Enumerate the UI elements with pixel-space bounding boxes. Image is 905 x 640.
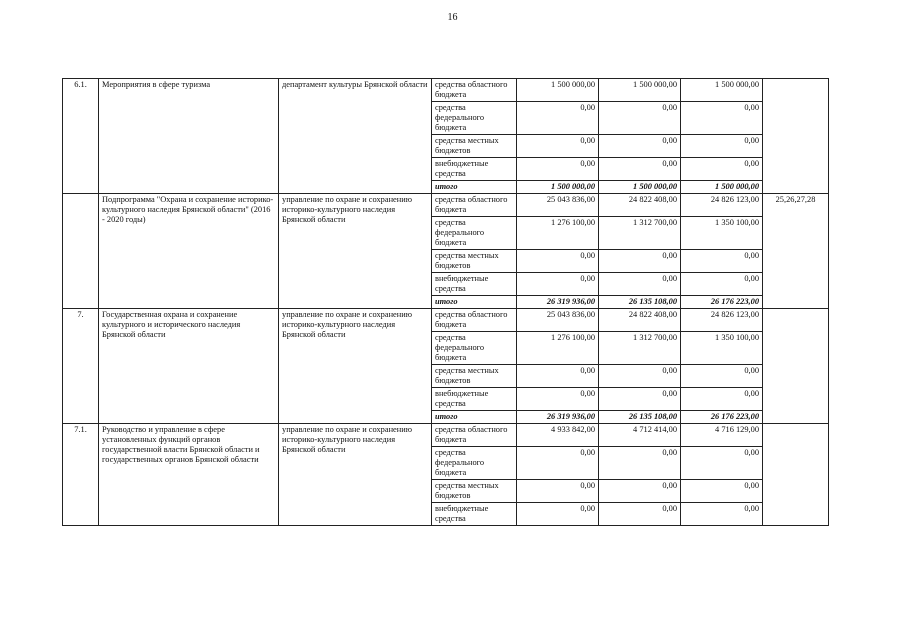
target-indicators bbox=[763, 79, 829, 194]
table-row bbox=[63, 79, 829, 102]
row-code: 7. bbox=[63, 309, 99, 424]
funding-source: итого bbox=[432, 181, 517, 194]
executor-name: управление по охране и сохранению историко-культурного наследия Брянской области bbox=[279, 194, 432, 309]
table-row bbox=[63, 309, 829, 332]
measure-title: Руководство и управление в сфере установленных функций органов государственной власти Брянской области и государственных органов Брянской области bbox=[99, 424, 279, 526]
funding-source: внебюджетные средства bbox=[432, 503, 517, 526]
executor-name: управление по охране и сохранению историко-культурного наследия Брянской области bbox=[279, 424, 432, 526]
target-indicators bbox=[763, 309, 829, 424]
funding-source: средства федерального бюджета bbox=[432, 217, 517, 250]
amount-year-1: 25 043 836,00 bbox=[517, 309, 599, 332]
amount-year-2: 24 822 408,00 bbox=[599, 194, 681, 217]
row-code: 6.1. bbox=[63, 79, 99, 194]
amount-year-1: 1 500 000,00 bbox=[517, 79, 599, 102]
amount-year-1: 1 276 100,00 bbox=[517, 217, 599, 250]
executor-name: управление по охране и сохранению историко-культурного наследия Брянской области bbox=[279, 309, 432, 424]
table-row bbox=[63, 424, 829, 447]
amount-year-3: 24 826 123,00 bbox=[681, 194, 763, 217]
amount-year-3: 0,00 bbox=[681, 135, 763, 158]
funding-source: средства местных бюджетов bbox=[432, 365, 517, 388]
amount-year-2: 1 312 700,00 bbox=[599, 332, 681, 365]
amount-year-2: 0,00 bbox=[599, 102, 681, 135]
measure-title: Подпрограмма "Охрана и сохранение историко-культурного наследия Брянской области" (2016 - 2020 годы) bbox=[99, 194, 279, 309]
amount-year-1: 4 933 842,00 bbox=[517, 424, 599, 447]
page-number: 16 bbox=[447, 12, 458, 23]
amount-year-1: 26 319 936,00 bbox=[517, 296, 599, 309]
table-row bbox=[63, 194, 829, 217]
amount-year-2: 0,00 bbox=[599, 135, 681, 158]
amount-year-2: 0,00 bbox=[599, 447, 681, 480]
funding-source: средства местных бюджетов bbox=[432, 135, 517, 158]
amount-year-1: 0,00 bbox=[517, 365, 599, 388]
amount-year-2: 26 135 108,00 bbox=[599, 411, 681, 424]
amount-year-1: 0,00 bbox=[517, 503, 599, 526]
amount-year-1: 0,00 bbox=[517, 388, 599, 411]
measure-title: Государственная охрана и сохранение культурного и исторического наследия Брянской области bbox=[99, 309, 279, 424]
target-indicators bbox=[763, 424, 829, 526]
amount-year-3: 0,00 bbox=[681, 250, 763, 273]
amount-year-3: 0,00 bbox=[681, 480, 763, 503]
funding-source: средства областного бюджета bbox=[432, 309, 517, 332]
funding-source: внебюджетные средства bbox=[432, 273, 517, 296]
amount-year-2: 24 822 408,00 bbox=[599, 309, 681, 332]
budget-table bbox=[62, 78, 829, 526]
amount-year-3: 0,00 bbox=[681, 388, 763, 411]
funding-source: средства федерального бюджета bbox=[432, 447, 517, 480]
funding-source: средства федерального бюджета bbox=[432, 332, 517, 365]
amount-year-3: 1 350 100,00 bbox=[681, 332, 763, 365]
amount-year-3: 0,00 bbox=[681, 102, 763, 135]
amount-year-3: 1 500 000,00 bbox=[681, 79, 763, 102]
amount-year-1: 0,00 bbox=[517, 273, 599, 296]
amount-year-1: 0,00 bbox=[517, 135, 599, 158]
measure-title: Мероприятия в сфере туризма bbox=[99, 79, 279, 194]
funding-source: средства местных бюджетов bbox=[432, 250, 517, 273]
target-indicators: 25,26,27,28 bbox=[763, 194, 829, 309]
amount-year-1: 0,00 bbox=[517, 447, 599, 480]
amount-year-3: 26 176 223,00 bbox=[681, 296, 763, 309]
amount-year-2: 0,00 bbox=[599, 250, 681, 273]
amount-year-2: 1 500 000,00 bbox=[599, 181, 681, 194]
amount-year-2: 1 500 000,00 bbox=[599, 79, 681, 102]
amount-year-2: 4 712 414,00 bbox=[599, 424, 681, 447]
amount-year-3: 0,00 bbox=[681, 447, 763, 480]
funding-source: средства федерального бюджета bbox=[432, 102, 517, 135]
funding-source: внебюджетные средства bbox=[432, 158, 517, 181]
amount-year-3: 0,00 bbox=[681, 365, 763, 388]
amount-year-3: 0,00 bbox=[681, 503, 763, 526]
amount-year-3: 0,00 bbox=[681, 273, 763, 296]
funding-source: средства местных бюджетов bbox=[432, 480, 517, 503]
amount-year-3: 26 176 223,00 bbox=[681, 411, 763, 424]
amount-year-3: 1 350 100,00 bbox=[681, 217, 763, 250]
row-code bbox=[63, 194, 99, 309]
funding-source: итого bbox=[432, 296, 517, 309]
funding-source: средства областного бюджета bbox=[432, 79, 517, 102]
amount-year-3: 1 500 000,00 bbox=[681, 181, 763, 194]
funding-source: средства областного бюджета bbox=[432, 424, 517, 447]
amount-year-3: 24 826 123,00 bbox=[681, 309, 763, 332]
amount-year-1: 1 500 000,00 bbox=[517, 181, 599, 194]
amount-year-1: 26 319 936,00 bbox=[517, 411, 599, 424]
funding-source: средства областного бюджета bbox=[432, 194, 517, 217]
amount-year-1: 25 043 836,00 bbox=[517, 194, 599, 217]
amount-year-2: 1 312 700,00 bbox=[599, 217, 681, 250]
amount-year-3: 0,00 bbox=[681, 158, 763, 181]
funding-source: внебюджетные средства bbox=[432, 388, 517, 411]
amount-year-2: 0,00 bbox=[599, 503, 681, 526]
funding-source: итого bbox=[432, 411, 517, 424]
amount-year-2: 26 135 108,00 bbox=[599, 296, 681, 309]
amount-year-2: 0,00 bbox=[599, 480, 681, 503]
executor-name: департамент культуры Брянской области bbox=[279, 79, 432, 194]
amount-year-1: 0,00 bbox=[517, 250, 599, 273]
amount-year-2: 0,00 bbox=[599, 158, 681, 181]
amount-year-1: 1 276 100,00 bbox=[517, 332, 599, 365]
amount-year-1: 0,00 bbox=[517, 480, 599, 503]
amount-year-2: 0,00 bbox=[599, 388, 681, 411]
row-code: 7.1. bbox=[63, 424, 99, 526]
amount-year-2: 0,00 bbox=[599, 365, 681, 388]
amount-year-1: 0,00 bbox=[517, 158, 599, 181]
amount-year-2: 0,00 bbox=[599, 273, 681, 296]
amount-year-1: 0,00 bbox=[517, 102, 599, 135]
amount-year-3: 4 716 129,00 bbox=[681, 424, 763, 447]
